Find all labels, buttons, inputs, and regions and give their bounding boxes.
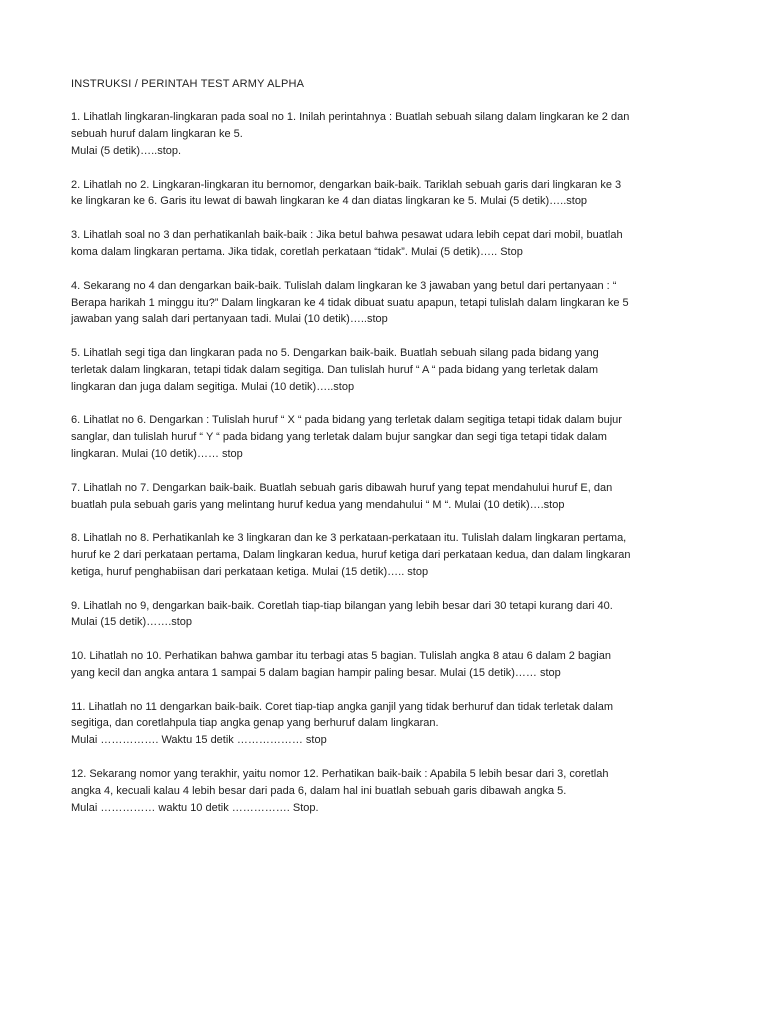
- instruction-9: [71, 598, 768, 632]
- instruction-line: lingkaran. Mulai (10 detik)…… stop: [71, 448, 243, 461]
- instruction-line: 9. Lihatlah no 9, dengarkan baik-baik. Coretlah tiap-tiap bilangan yang lebih besar dari 30 tetapi kurang dari 40.: [71, 599, 613, 612]
- instruction-line: 11. Lihatlah no 11 dengarkan baik-baik. Coret tiap-tiap angka ganjil yang tidak berhuruf dan tidak terletak dalam: [71, 700, 613, 713]
- instruction-line: terletak dalam lingkaran, tetapi tidak dalam segitiga. Dan tulislah huruf “ A “ pada bidang yang terletak dalam: [71, 363, 599, 376]
- instruction-2: [71, 177, 768, 211]
- instruction-12: [71, 766, 768, 817]
- instruction-line: sanglar, dan tulislah huruf “ Y “ pada bidang yang terletak dalam bujur sangkar dan segi tiga tetapi tidak dalam: [71, 431, 607, 444]
- instruction-line: 2. Lihatlah no 2. Lingkaran-lingkaran itu bernomor, dengarkan baik-baik. Tariklah sebuah garis dari lingkaran ke 3: [71, 178, 622, 191]
- instruction-line: 1. Lihatlah lingkaran-lingkaran pada soal no 1. Inilah perintahnya : Buatlah sebuah silang dalam lingkaran ke 2 dan: [71, 111, 630, 124]
- instruction-line: koma dalam lingkaran pertama. Jika tidak, coretlah perkataan “tidak”. Mulai (5 detik)….. Stop: [71, 245, 523, 258]
- instruction-line: Berapa harikah 1 minggu itu?” Dalam lingkaran ke 4 tidak dibuat suatu apapun, tetapi tulislah dalam lingkaran ke 5: [71, 296, 629, 309]
- instruction-line: 4. Sekarang no 4 dan dengarkan baik-baik. Tulislah dalam lingkaran ke 3 jawaban yang betul dari pertanyaan : “: [71, 279, 617, 292]
- instruction-line: Mulai …………… waktu 10 detik ……………. Stop.: [71, 801, 319, 814]
- instruction-8: [71, 530, 768, 581]
- instruction-line: lingkaran dan juga dalam segitiga. Mulai (10 detik)…..stop: [71, 380, 355, 393]
- instruction-line: 10. Lihatlah no 10. Perhatikan bahwa gambar itu terbagi atas 5 bagian. Tulislah angka 8 atau 6 dalam 2 bagian: [71, 650, 611, 663]
- instruction-line: Mulai (5 detik)…..stop.: [71, 144, 182, 157]
- instruction-1: [71, 109, 768, 160]
- instruction-line: Mulai ……………. Waktu 15 detik ……………… stop: [71, 734, 327, 747]
- instruction-6: [71, 412, 768, 463]
- instruction-7: [71, 480, 768, 514]
- instruction-line: jawaban yang salah dari pertanyaan tadi. Mulai (10 detik)…..stop: [71, 313, 388, 326]
- instruction-line: ketiga, huruf penghabiisan dari perkataan ketiga. Mulai (15 detik)….. stop: [71, 565, 429, 578]
- instruction-line: huruf ke 2 dari perkataan pertama, Dalam lingkaran kedua, huruf ketiga dari perkataan kedua, dan dalam lingkaran: [71, 549, 631, 562]
- instruction-line: 5. Lihatlah segi tiga dan lingkaran pada no 5. Dengarkan baik-baik. Buatlah sebuah silang pada bidang yang: [71, 347, 599, 360]
- instruction-line: 8. Lihatlah no 8. Perhatikanlah ke 3 lingkaran dan ke 3 perkataan-perkataan itu. Tulislah dalam lingkaran pertama,: [71, 532, 627, 545]
- instruction-line: ke lingkaran ke 6. Garis itu lewat di bawah lingkaran ke 4 dan diatas lingkaran ke 5. Mulai (5 detik)…..stop: [71, 195, 588, 208]
- instruction-line: 3. Lihatlah soal no 3 dan perhatikanlah baik-baik : Jika betul bahwa pesawat udara lebih cepat dari mobil, buatlah: [71, 229, 623, 242]
- instruction-3: [71, 227, 768, 261]
- instruction-5: [71, 345, 768, 396]
- document-title: INSTRUKSI / PERINTAH TEST ARMY ALPHA: [71, 77, 305, 90]
- instruction-line: 6. Lihatlat no 6. Dengarkan : Tulislah huruf “ X “ pada bidang yang terletak dalam segitiga tetapi tidak dalam bujur: [71, 414, 622, 427]
- instruction-line: sebuah huruf dalam lingkaran ke 5.: [71, 128, 243, 141]
- instruction-line: Mulai (15 detik)…….stop: [71, 616, 193, 629]
- instruction-11: [71, 699, 768, 750]
- instruction-line: 12. Sekarang nomor yang terakhir, yaitu nomor 12. Perhatikan baik-baik : Apabila 5 lebih besar dari 3, coretlah: [71, 768, 609, 780]
- instruction-4: [71, 278, 768, 329]
- instruction-line: 7. Lihatlah no 7. Dengarkan baik-baik. Buatlah sebuah garis dibawah huruf yang tepat mendahului huruf E, dan: [71, 481, 613, 494]
- instruction-line: segitiga, dan coretlahpula tiap angka genap yang berhuruf dalam lingkaran.: [71, 717, 439, 730]
- instruction-line: angka 4, kecuali kalau 4 lebih besar dari pada 6, dalam hal ini buatlah sebuah garis dibawah angka 5.: [71, 784, 567, 797]
- instruction-line: yang kecil dan angka antara 1 sampai 5 dalam bagian hampir paling besar. Mulai (15 detik)…… stop: [71, 666, 561, 679]
- instruction-line: buatlah pula sebuah garis yang melintang huruf kedua yang mendahului “ M “. Mulai (10 detik)….stop: [71, 498, 565, 511]
- instruction-10: [71, 648, 768, 682]
